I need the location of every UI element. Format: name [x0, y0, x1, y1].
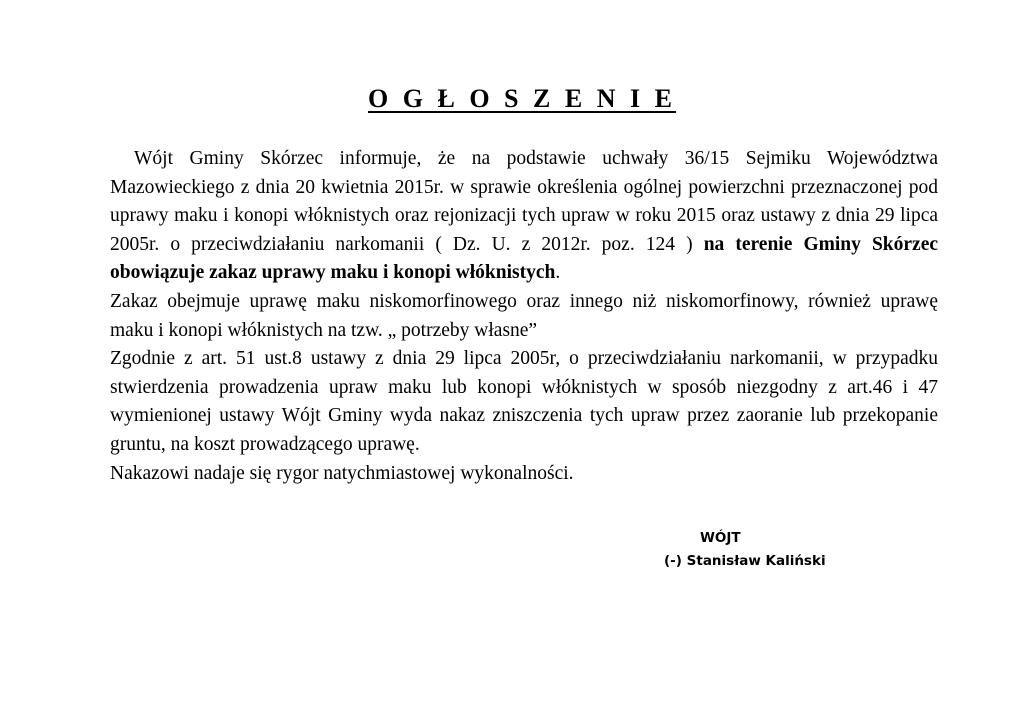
paragraph-scope: Zakaz obejmuje uprawę maku niskomorfinowego oraz innego niż niskomorfinowy, również uprawę maku i konopi włóknistych na tzw. „ potrzeby własne” [110, 290, 938, 341]
paragraph-legal-basis-end: . [555, 262, 561, 284]
signature-office: WÓJT [700, 530, 741, 546]
paragraph-rigor: Nakazowi nadaje się rygor natychmiastowej wykonalności. [110, 462, 574, 484]
paragraph-enforcement: Zgodnie z art. 51 ust.8 ustawy z dnia 29 lipca 2005r, o przeciwdziałaniu narkomanii, w przypadku stwierdzenia prowadzenia upraw maku lub konopi włóknistych w sposób niezgodny z art.46 i 47 wymienionej ustawy Wójt Gminy wyda nakaz zniszczenia tych upraw przez zaoranie lub przekopanie gruntu, na koszt prowadzącego uprawę. [110, 348, 938, 455]
paragraph-legal-basis [110, 145, 938, 288]
document-body [110, 145, 938, 488]
signature-name: (-) Stanisław Kaliński [664, 553, 826, 569]
paragraph-legal-basis-text: Wójt Gminy Skórzec informuje, że na podstawie uchwały 36/15 Sejmiku Województwa Mazowieckiego z dnia 20 kwietnia 2015r. w sprawie określenia ogólnej powierzchni przeznaczonej pod uprawy maku i konopi włóknistych oraz rejonizacji tych upraw w roku 2015 oraz ustawy z dnia 29 lipca 2005r. o przeciwdziałaniu narkomanii ( Dz. U. z 2012r. poz. 124 ) [110, 148, 938, 255]
document-title: O G Ł O S Z E N I E [368, 84, 676, 113]
prohibition-statement: na terenie Gminy Skórzec obowiązuje zakaz uprawy maku i konopi włóknistych [110, 233, 939, 284]
